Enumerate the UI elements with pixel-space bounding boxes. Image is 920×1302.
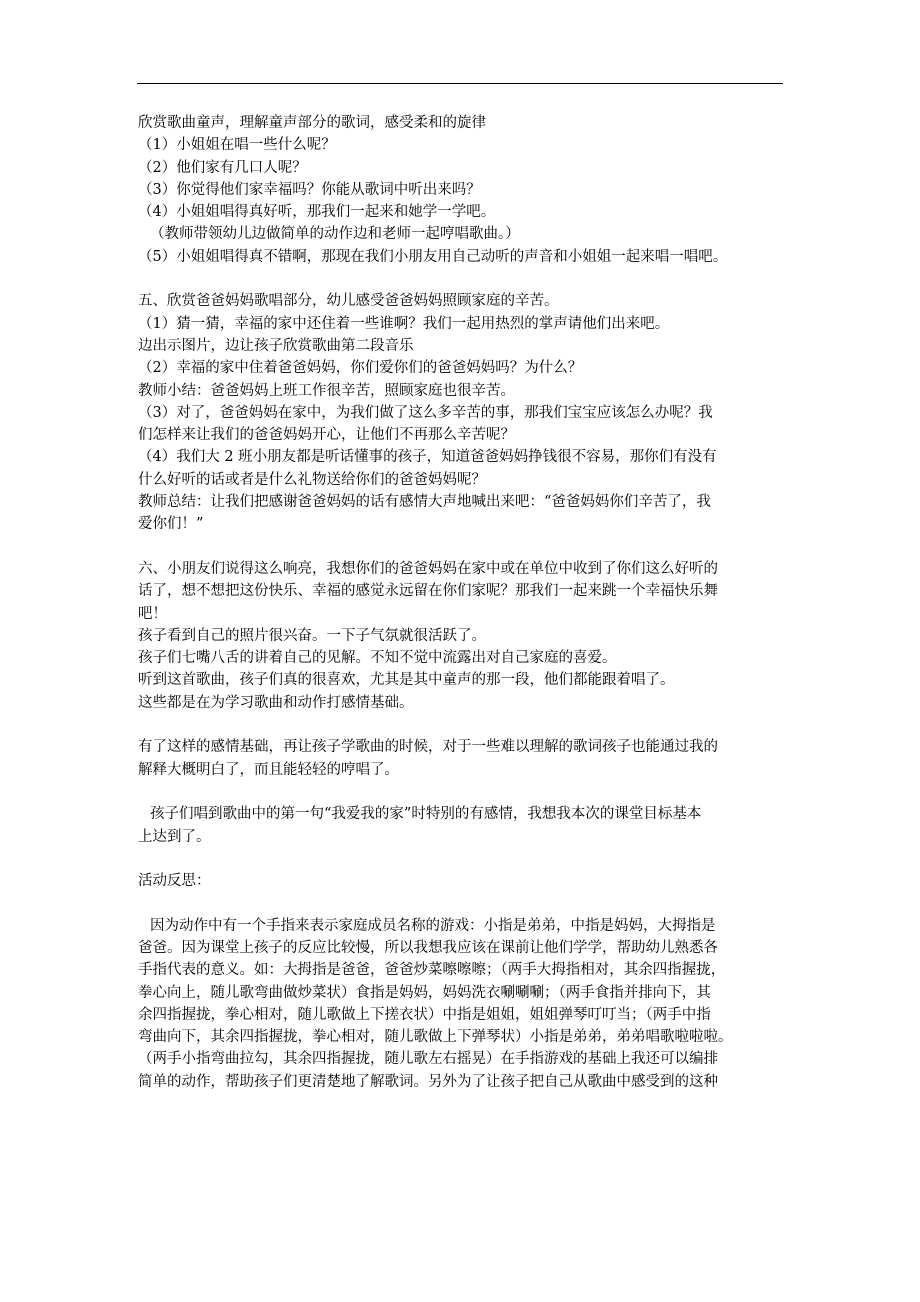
text-line: 因为动作中有一个手指来表示家庭成员名称的游戏：小指是弟弟，中指是妈妈，大拇指是 (150, 917, 716, 934)
text-line: 教师小结：爸爸妈妈上班工作很辛苦，照顾家庭也很辛苦。 (138, 382, 515, 399)
text-line: （4）小姐姐唱得真好听，那我们一起来和她学一学吧。 (138, 204, 496, 221)
section-heading: 活动反思： (138, 873, 211, 890)
text-line: 有了这样的感情基础，再让孩子学歌曲的时候，对于一些难以理解的歌词孩子也能通过我的 (138, 739, 718, 756)
text-line: 上达到了。 (138, 828, 211, 845)
text-line: （5）小姐姐唱得真不错啊，那现在我们小朋友用自己动听的声音和小姐姐一起来唱一唱吧。 (138, 248, 728, 265)
text-line: 孩子看到自己的照片很兴奋。一下子气氛就很活跃了。 (138, 627, 486, 644)
text-line: 弯曲向下，其余四指握拢，拳心相对，随儿歌做上下弹琴状）小指是弟弟，弟弟唱歌啦啦啦。 (138, 1029, 733, 1046)
blank-line (138, 714, 786, 736)
text-line: 简单的动作，帮助孩子们更清楚地了解歌词。另外为了让孩子把自己从歌曲中感受到的这种 (138, 1073, 718, 1090)
text-line: （1）小姐姐在唱一些什么呢？ (138, 137, 336, 154)
text-line: （3）你觉得他们家幸福吗？你能从歌词中听出来吗？ (138, 181, 481, 198)
text-line: （2）他们家有几口人呢？ (138, 159, 307, 176)
text-line: 什么好听的话或者是什么礼物送给你们的爸爸妈妈呢？ (138, 471, 486, 488)
text-line: 拳心向上，随儿歌弯曲做炒菜状）食指是妈妈，妈妈洗衣唰唰唰；（两手食指并排向下，其 (138, 984, 711, 1001)
text-line: 手指代表的意义。如：大拇指是爸爸，爸爸炒菜嚓嚓嚓；（两手大拇指相对，其余四指握拢， (138, 962, 726, 979)
document-body (138, 112, 786, 1093)
text-line: 欣赏歌曲童声，理解童声部分的歌词，感受柔和的旋律 (138, 115, 486, 131)
blank-line (138, 781, 786, 803)
text-line: 爸爸。因为课堂上孩子的反应比较慢，所以我想我应该在课前让他们学学，帮助幼儿熟悉各 (138, 939, 718, 956)
text-line: 们怎样来让我们的爸爸妈妈开心，让他们不再那么辛苦呢？ (138, 427, 515, 444)
text-line: 爱你们！” (138, 516, 204, 533)
text-line: 解释大概明白了，而且能轻轻的哼唱了。 (138, 761, 399, 778)
blank-line (138, 892, 786, 914)
text-line: （3）对了，爸爸妈妈在家中，为我们做了这么多辛苦的事，那我们宝宝应该怎么办呢？我 (138, 404, 713, 421)
blank-line (138, 268, 786, 290)
text-line: 吧！ (138, 605, 167, 622)
text-line: （1）猜一猜，幸福的家中还住着一些谁啊？我们一起用热烈的掌声请他们出来吧。 (138, 315, 670, 332)
text-line: 余四指握拢，拳心相对，随儿歌做上下搓衣状）中指是姐姐，姐姐弹琴叮叮当；（两手中指 (138, 1006, 711, 1023)
text-line: 话了，想不想把这份快乐、幸福的感觉永远留在你们家呢？那我们一起来跳一个幸福快乐舞 (138, 583, 718, 600)
text-line: （4）我们大 2 班小朋友都是听话懂事的孩子，知道爸爸妈妈挣钱很不容易，那你们有没有 (138, 449, 717, 466)
text-line: （教师带领幼儿边做简单的动作边和老师一起哼唱歌曲。） (150, 226, 520, 243)
blank-line (138, 536, 786, 558)
text-line: 孩子们唱到歌曲中的第一句“我爱我的家”时特别的有感情，我想我本次的课堂目标基本 (150, 806, 702, 823)
section-heading: 六、小朋友们说得这么响亮，我想你们的爸爸妈妈在家中或在单位中收到了你们这么好听的 (138, 560, 718, 577)
text-line: 听到这首歌曲，孩子们真的很喜欢，尤其是其中童声的那一段，他们都能跟着唱了。 (138, 672, 675, 689)
text-line: （两手小指弯曲拉勾，其余四指握拢，随儿歌左右摇晃）在手指游戏的基础上我还可以编排 (138, 1051, 718, 1068)
text-line: 这些都是在为学习歌曲和动作打感情基础。 (138, 694, 414, 711)
text-line: （2）幸福的家中住着爸爸妈妈，你们爱你们的爸爸妈妈吗？为什么？ (138, 360, 583, 377)
text-line: 教师总结：让我们把感谢爸爸妈妈的话有感情大声地喊出来吧：“爸爸妈妈你们辛苦了，我 (138, 494, 711, 511)
text-line: 孩子们七嘴八舌的讲着自己的见解。不知不觉中流露出对自己家庭的喜爱。 (138, 650, 617, 667)
section-heading: 五、欣赏爸爸妈妈歌唱部分，幼儿感受爸爸妈妈照顾家庭的辛苦。 (138, 293, 559, 310)
header-rule (137, 83, 783, 84)
blank-line (138, 848, 786, 870)
text-line: 边出示图片，边让孩子欣赏歌曲第二段音乐 (138, 337, 414, 354)
